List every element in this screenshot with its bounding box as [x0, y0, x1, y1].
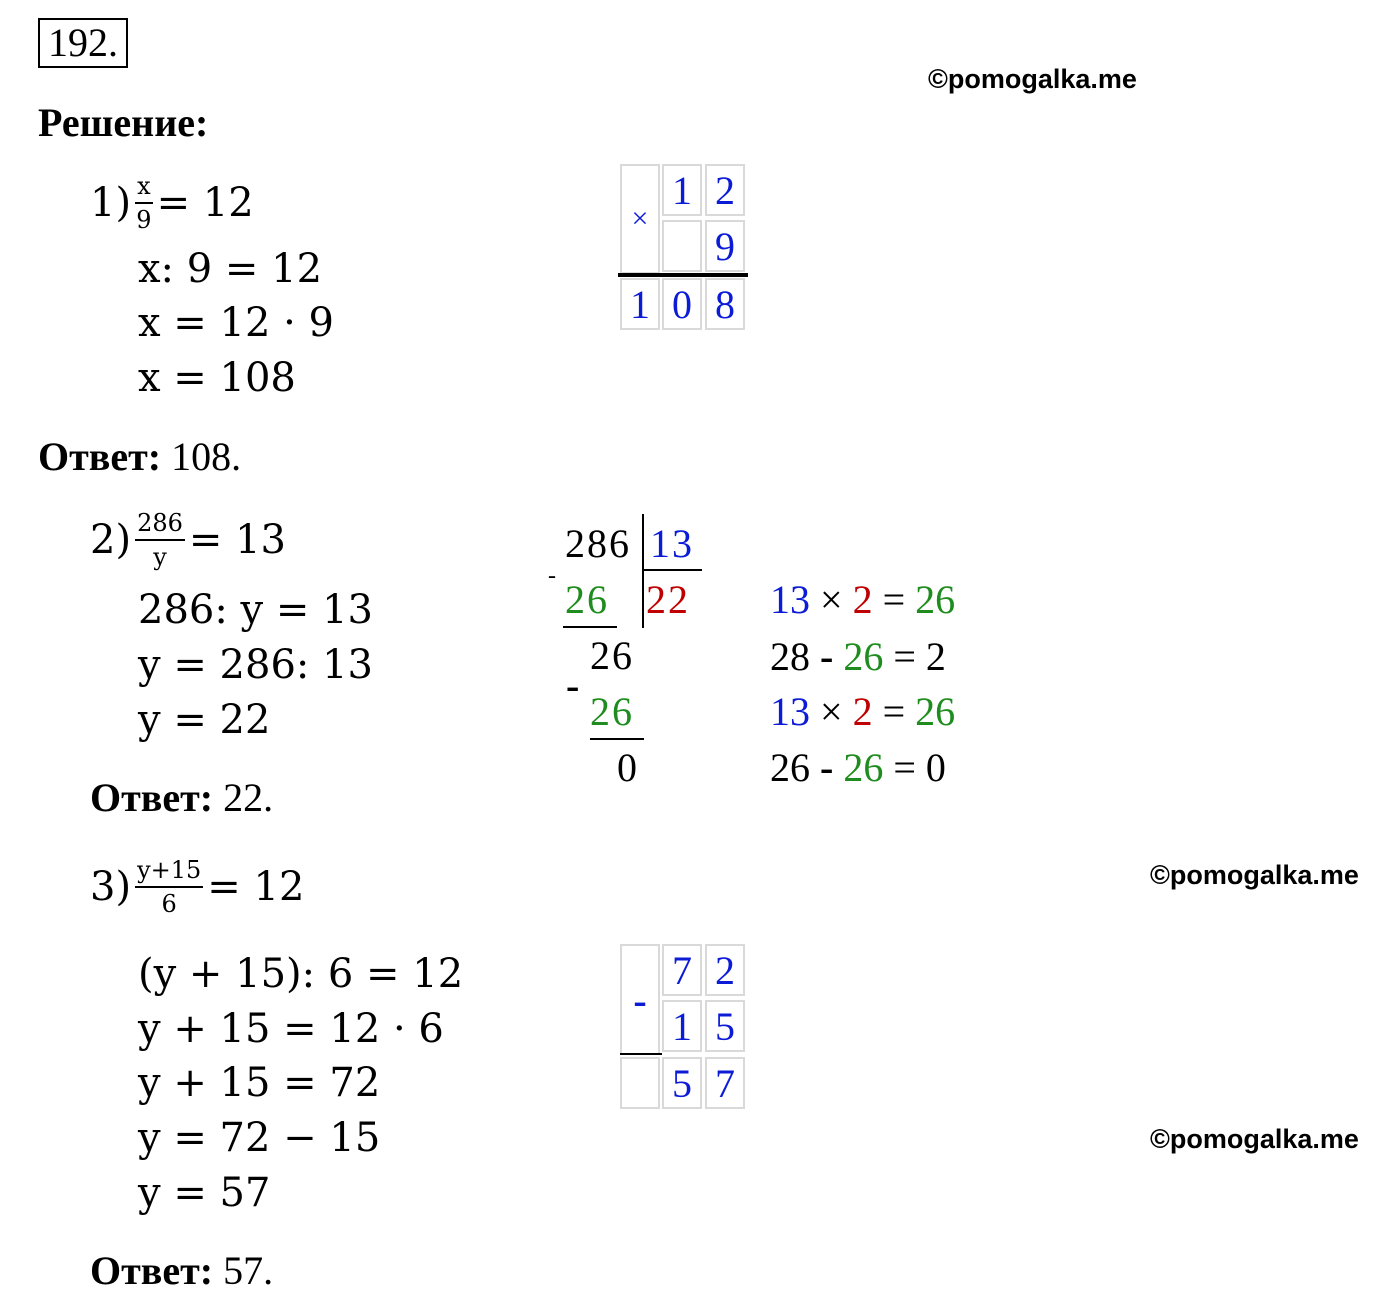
- dividend: 286: [565, 521, 631, 566]
- division-note: [770, 634, 946, 680]
- solution-heading: Решение:: [38, 100, 209, 145]
- part2-line: y = 22: [138, 697, 271, 743]
- note-value: 2: [852, 577, 873, 622]
- division-step: 26: [565, 577, 609, 622]
- note-value: 26: [770, 745, 810, 790]
- sub-digit: 1: [662, 1000, 702, 1052]
- part1-frac-num: x: [135, 172, 153, 204]
- quotient: 22: [646, 577, 690, 622]
- part1-line: x = 108: [138, 355, 296, 401]
- part1-answer: [38, 434, 241, 480]
- note-operator: -: [810, 745, 844, 790]
- part3-frac-num: y+15: [135, 856, 203, 888]
- answer-value: 108.: [171, 434, 242, 479]
- mult-digit: 9: [705, 220, 745, 272]
- part2-frac-num: 286: [135, 509, 185, 541]
- part3-line: y = 72 − 15: [138, 1115, 381, 1161]
- part1-equation: [90, 170, 254, 236]
- part3-line: y + 15 = 12 · 6: [138, 1006, 444, 1052]
- mult-digit: 2: [705, 164, 745, 216]
- division-note: [770, 745, 946, 791]
- division-step: 26: [590, 689, 634, 734]
- note-value: 26: [915, 689, 956, 734]
- part3-rhs: = 12: [207, 864, 305, 910]
- part3-frac-den: 6: [161, 890, 177, 918]
- mult-result-digit: 0: [662, 278, 702, 330]
- watermark-top: ©pomogalka.me: [928, 64, 1137, 94]
- sub-result-digit: 7: [705, 1057, 745, 1109]
- division-note: [770, 689, 955, 735]
- answer-value: 22.: [223, 775, 274, 820]
- note-equals: =: [883, 745, 926, 790]
- part2-equation: [90, 505, 286, 575]
- part3-equation: [90, 852, 304, 922]
- division-underline: [590, 738, 644, 740]
- answer-label: Ответ:: [90, 775, 214, 820]
- part1-frac-den: 9: [136, 206, 152, 234]
- note-equals: =: [883, 634, 926, 679]
- watermark-middle: ©pomogalka.me: [1150, 860, 1359, 890]
- answer-value: 57.: [223, 1248, 274, 1293]
- sub-digit: 7: [662, 944, 702, 996]
- sub-result-digit: 5: [662, 1057, 702, 1109]
- part2-fraction: [135, 509, 185, 571]
- note-value: 13: [770, 689, 810, 734]
- sub-digit: 5: [705, 1000, 745, 1052]
- division-bar-horizontal: [644, 569, 702, 571]
- part3-label: 3): [90, 864, 132, 910]
- minus-sign: -: [548, 563, 558, 589]
- part2-rhs: = 13: [188, 517, 287, 563]
- note-value: 28: [770, 634, 810, 679]
- sub-result-line: [620, 1053, 662, 1055]
- note-value: 2: [925, 634, 946, 679]
- division-remainder: 0: [617, 745, 639, 790]
- sub-sign-cell: -: [620, 944, 660, 1054]
- mult-sign-cell: ×: [620, 164, 660, 274]
- divisor: 13: [650, 521, 694, 566]
- part1-fraction: [135, 172, 153, 234]
- part2-answer: [90, 775, 273, 821]
- part2-frac-den: y: [153, 543, 167, 571]
- part1-label: 1): [90, 180, 132, 226]
- part3-line: y + 15 = 72: [138, 1060, 381, 1106]
- note-value: 2: [852, 689, 873, 734]
- part3-line: (y + 15): 6 = 12: [138, 951, 464, 997]
- minus-sign: -: [566, 663, 582, 708]
- note-value: 0: [925, 745, 946, 790]
- note-value: 26: [915, 577, 956, 622]
- part1-line: x = 12 · 9: [138, 300, 334, 346]
- part2-line: 286: y = 13: [138, 587, 373, 633]
- division-bar-vertical: [642, 514, 644, 628]
- note-equals: =: [872, 577, 916, 622]
- division-step: 26: [590, 633, 634, 678]
- mult-digit: [662, 220, 702, 272]
- part1-rhs: = 12: [156, 180, 254, 226]
- note-operator: -: [810, 634, 844, 679]
- mult-result-digit: 1: [620, 278, 660, 330]
- note-equals: =: [872, 689, 916, 734]
- mult-result-digit: 8: [705, 278, 745, 330]
- note-value: 26: [843, 745, 884, 790]
- part3-fraction: [135, 856, 203, 918]
- answer-label: Ответ:: [38, 434, 162, 479]
- answer-label: Ответ:: [90, 1248, 214, 1293]
- sub-empty-cell: [620, 1057, 660, 1109]
- note-value: 13: [770, 577, 810, 622]
- watermark-bottom: ©pomogalka.me: [1150, 1124, 1359, 1154]
- mult-result-line: [618, 273, 748, 277]
- problem-number: 192.: [38, 18, 128, 68]
- part2-line: y = 286: 13: [138, 642, 373, 688]
- part1-line: x: 9 = 12: [138, 246, 323, 292]
- note-value: 26: [843, 634, 884, 679]
- part2-label: 2): [90, 517, 132, 563]
- part3-line: y = 57: [138, 1170, 271, 1216]
- sub-digit: 2: [705, 944, 745, 996]
- note-operator: ×: [810, 689, 853, 734]
- part3-answer: [90, 1248, 273, 1294]
- mult-digit: 1: [662, 164, 702, 216]
- note-operator: ×: [810, 577, 853, 622]
- division-note: [770, 577, 955, 623]
- division-underline: [563, 626, 617, 628]
